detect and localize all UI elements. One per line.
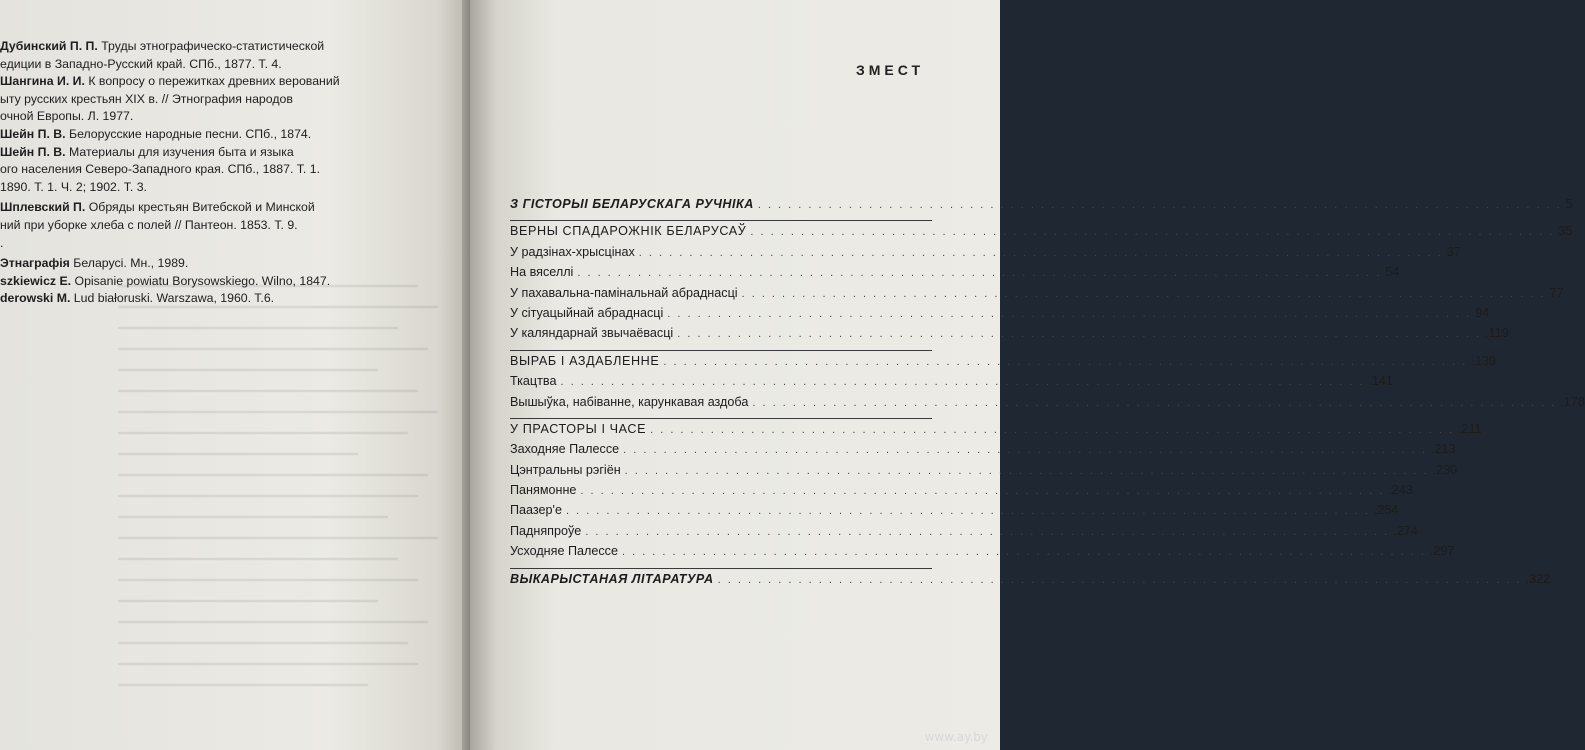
entry-title: Lud białoruski. Warszawa, 1960. T.6.	[70, 291, 275, 306]
toc-item	[510, 480, 1413, 500]
toc-page-number: .119	[1485, 326, 1509, 341]
toc-item	[510, 371, 1393, 391]
toc-page-number: .274	[1393, 523, 1418, 538]
toc-label: Вышыўка, набіванне, карункавая аздоба	[510, 394, 749, 409]
toc-label: ВЕРНЫ СПАДАРОЖНІК БЕЛАРУСАЎ	[510, 224, 747, 239]
toc-page-number: 94	[1475, 305, 1490, 320]
toc-leader-dots: . . . . . . . . . . . . . . . . . . . . . . . . . . . . . . . . . . . . . . . . . . . . . . . . . . . . . . . . . . . . . . . . . . . . . . . . . . . . . . . .	[565, 505, 1370, 518]
toc-leader-dots: . . . . . . . . . . . . . . . . . . . . . . . . . . . . . . . . . . . . . . . . . . . . . . . . . . . . . . . . . . . . . . . . . . . . . . . . . . . . . . . .	[577, 267, 1382, 280]
toc-section	[510, 351, 1496, 371]
toc-label: ВЫРАБ І АЗДАБЛЕННЕ	[510, 353, 660, 368]
toc-label: У пахавальна-памінальнай абраднасці	[510, 285, 738, 300]
entry-author: Шейн П. В.	[0, 126, 66, 141]
left-page	[0, 0, 470, 750]
toc-page-number: .211	[1458, 421, 1482, 436]
bibliography-entry	[0, 273, 465, 291]
toc-item	[510, 392, 1585, 412]
entry-title: Обряды крестьян Витебской и Минской	[85, 200, 315, 215]
toc-leader-dots: . . . . . . . . . . . . . . . . . . . . . . . . . . . . . . . . . . . . . . . . . . . . . . . . . . . . . . . . . . . . . . . . . . . . . . . . . . . . . . . .	[638, 246, 1443, 259]
toc-item	[510, 541, 1455, 561]
toc-leader-dots: . . . . . . . . . . . . . . . . . . . . . . . . . . . . . . . . . . . . . . . . . . . . . . . . . . . . . . . . . . . . . . . . . . . . . . . . . . . . . . . .	[757, 199, 1562, 211]
entry-title: К вопросу о пережитках древних верований	[84, 74, 340, 89]
toc-label: У радзінах-хрысцінах	[510, 244, 635, 259]
toc-label: У ПРАСТОРЫ І ЧАСЕ	[510, 421, 647, 436]
toc-page-number: .254	[1373, 503, 1399, 518]
bibliography-entry	[0, 73, 465, 126]
toc-page-number: .139	[1471, 353, 1496, 368]
entry-author: Шплевский П.	[0, 200, 86, 215]
entry-author: Шангина И. И.	[0, 74, 85, 89]
toc-item	[510, 460, 1458, 480]
toc-page-number: 35	[1558, 224, 1573, 239]
watermark: www.ay.by	[924, 730, 988, 744]
toc-label: З ГІСТОРЫІ БЕЛАРУСКАГА РУЧНІКА	[510, 197, 754, 211]
toc-leader-dots: . . . . . . . . . . . . . . . . . . . . . . . . . . . . . . . . . . . . . . . . . . . . . . . . . . . . . . . . . . . . . . . . . . . . . . . . . . . . . . . .	[650, 423, 1455, 436]
entry-author: Этнаграфія	[0, 256, 70, 271]
entry-continuation: 1890. Т. 1. Ч. 2; 1902. Т. 3.	[0, 179, 147, 194]
toc-label: Паазер'е	[510, 503, 562, 518]
entry-author: Дубинский П. П.	[0, 39, 98, 53]
entry-continuation: ыту русских крестьян XIX в. // Этнография народов	[0, 91, 293, 106]
toc-page-number: .297	[1429, 544, 1455, 559]
toc-label: Усходняе Палессе	[510, 544, 618, 559]
toc-item	[510, 439, 1456, 459]
toc-leader-dots: . . . . . . . . . . . . . . . . . . . . . . . . . . . . . . . . . . . . . . . . . . . . . . . . . . . . . . . . . . . . . . . . . . . . . . . . . . . . . . . .	[580, 485, 1385, 498]
toc-item	[510, 242, 1461, 262]
bibliography-entry	[0, 290, 465, 308]
toc-section	[510, 569, 1551, 589]
toc-page-number: .230	[1432, 462, 1458, 477]
toc-leader-dots: . . . . . . . . . . . . . . . . . . . . . . . . . . . . . . . . . . . . . . . . . . . . . . . . . . . . . . . . . . . . . . . . . . . . . . . . . . . . . . . .	[752, 396, 1557, 409]
bleed-through-text	[118, 285, 458, 735]
toc-page-number: .213	[1431, 442, 1456, 457]
toc-item	[510, 500, 1399, 520]
toc-label: ВЫКАРЫСТАНАЯ ЛІТАРАТУРА	[510, 571, 714, 586]
toc-leader-dots: . . . . . . . . . . . . . . . . . . . . . . . . . . . . . . . . . . . . . . . . . . . . . . . . . . . . . . . . . . . . . . . . . . . . . . . . . . . . . . . .	[623, 444, 1428, 457]
toc-item	[510, 303, 1490, 323]
toc-item	[510, 262, 1400, 282]
toc-page-number: 5	[1565, 197, 1573, 211]
table-of-contents	[510, 194, 1585, 589]
bibliography-entry	[0, 199, 465, 252]
toc-page-number: 37	[1446, 244, 1461, 259]
toc-label: Панямонне	[510, 483, 577, 498]
entry-author: szkiewicz E.	[0, 273, 72, 288]
entry-author: Шейн П. В.	[0, 144, 66, 159]
entry-continuation: едиции в Западно-Русский край. СПб., 1877. Т. 4.	[0, 56, 282, 71]
toc-page-number: .178	[1560, 394, 1585, 409]
toc-leader-dots: . . . . . . . . . . . . . . . . . . . . . . . . . . . . . . . . . . . . . . . . . . . . . . . . . . . . . . . . . . . . . . . . . . . . . . . . . . . . . . . .	[621, 546, 1426, 559]
bibliography-entry	[0, 144, 465, 197]
toc-section	[510, 194, 1573, 214]
toc-leader-dots: . . . . . . . . . . . . . . . . . . . . . . . . . . . . . . . . . . . . . . . . . . . . . . . . . . . . . . . . . . . . . . . . . . . . . . . . . . . . . . . .	[560, 376, 1365, 389]
toc-page-number: .141	[1368, 374, 1393, 389]
entry-title: Труды этнографическо-статистической	[97, 39, 325, 53]
toc-label: Ткацтва	[510, 374, 557, 389]
entry-continuation: ний при уборке хлеба с полей // Пантеон. 1853. Т. 9.	[0, 217, 298, 232]
bibliography-entry	[0, 38, 465, 73]
toc-section	[510, 419, 1482, 439]
toc-page-number: 77	[1549, 285, 1564, 300]
toc-leader-dots: . . . . . . . . . . . . . . . . . . . . . . . . . . . . . . . . . . . . . . . . . . . . . . . . . . . . . . . . . . . . . . . . . . . . . . . . . . . . . . . .	[663, 355, 1468, 368]
toc-label: У каляндарнай звычаёвасці	[510, 326, 674, 341]
toc-label: У сітуацыйнай абраднасці	[510, 305, 664, 320]
toc-item	[510, 521, 1418, 541]
entry-continuation: .	[0, 235, 4, 250]
toc-label: Цэнтральны рэгіён	[510, 462, 621, 477]
entry-continuation: ого населения Северо-Западного края. СПб., 1887. Т. 1.	[0, 162, 321, 177]
toc-section	[510, 221, 1573, 241]
toc-leader-dots: . . . . . . . . . . . . . . . . . . . . . . . . . . . . . . . . . . . . . . . . . . . . . . . . . . . . . . . . . . . . . . . . . . . . . . . . . . . . . . . .	[585, 525, 1390, 538]
toc-label: На вяселлі	[510, 265, 574, 280]
bibliography-entry	[0, 255, 465, 273]
entry-title: Opisanie powiatu Borysowskiego. Wilno, 1847.	[71, 273, 331, 288]
toc-leader-dots: . . . . . . . . . . . . . . . . . . . . . . . . . . . . . . . . . . . . . . . . . . . . . . . . . . . . . . . . . . . . . . . . . . . . . . . . . . . . . . . .	[717, 573, 1522, 586]
toc-leader-dots: . . . . . . . . . . . . . . . . . . . . . . . . . . . . . . . . . . . . . . . . . . . . . . . . . . . . . . . . . . . . . . . . . . . . . . . . . . . . . . . .	[741, 287, 1546, 300]
bibliography-entry	[0, 126, 465, 144]
entry-title: Материалы для изучения быта и языка	[65, 144, 294, 159]
entry-author: derowski M.	[0, 291, 71, 306]
entry-continuation: очной Европы. Л. 1977.	[0, 109, 134, 124]
toc-label: Заходняе Палессе	[510, 442, 620, 457]
entry-title: Беларусі. Мн., 1989.	[69, 256, 189, 271]
toc-page-number: .322	[1525, 571, 1551, 586]
toc-item	[510, 283, 1564, 303]
entry-title: Белорусские народные песни. СПб., 1874.	[65, 126, 312, 141]
toc-item	[510, 323, 1509, 343]
toc-leader-dots: . . . . . . . . . . . . . . . . . . . . . . . . . . . . . . . . . . . . . . . . . . . . . . . . . . . . . . . . . . . . . . . . . . . . . . . . . . . . . . . .	[667, 307, 1472, 320]
toc-leader-dots: . . . . . . . . . . . . . . . . . . . . . . . . . . . . . . . . . . . . . . . . . . . . . . . . . . . . . . . . . . . . . . . . . . . . . . . . . . . . . . . .	[750, 226, 1555, 239]
toc-leader-dots: . . . . . . . . . . . . . . . . . . . . . . . . . . . . . . . . . . . . . . . . . . . . . . . . . . . . . . . . . . . . . . . . . . . . . . . . . . . . . . . .	[677, 328, 1482, 341]
toc-page-number: .243	[1388, 483, 1413, 498]
toc-title: ЗМЕСТ	[856, 62, 925, 78]
toc-leader-dots: . . . . . . . . . . . . . . . . . . . . . . . . . . . . . . . . . . . . . . . . . . . . . . . . . . . . . . . . . . . . . . . . . . . . . . . . . . . . . . . .	[624, 464, 1429, 477]
toc-page-number: 54	[1385, 265, 1400, 280]
bibliography-list	[0, 38, 465, 308]
toc-label: Падняпроўе	[510, 523, 582, 538]
